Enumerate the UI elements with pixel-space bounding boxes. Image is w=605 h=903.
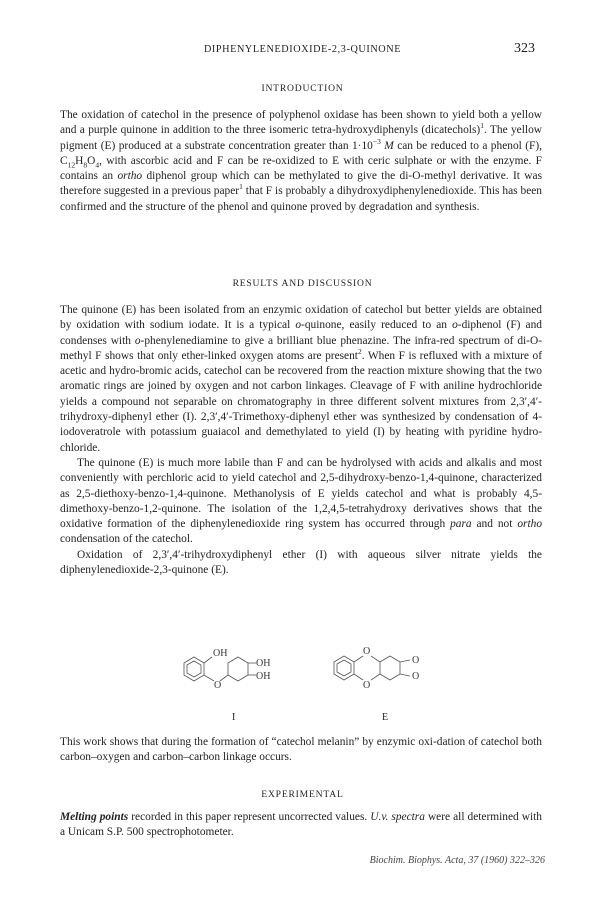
structure-E-label: E (382, 712, 389, 723)
o-bottom-label: O (363, 680, 371, 691)
o-top-label: O (363, 646, 371, 657)
structure-I-diagram (172, 645, 292, 695)
structure-I-label: I (232, 712, 236, 723)
o-right-label-1: O (412, 655, 420, 666)
o-right-label-2: O (412, 671, 420, 682)
results-paragraphs: The quinone (E) has been isolated from an enzymic oxidation of catechol but better yields are obtained by oxidation with sodium iodate. It is a typical o-quinone, easily reduced to an o-diphenol (F) and condenses with o-phenylenediamine to give a brilliant blue phenazine. The infra-red spectrum of di-O-methyl F shows that only ether-linked oxygen atoms are present$^2$. When F is refluxed with a mixture of acetic and hydro-bromic acids, catechol can be recovered from the reaction mixture showing that the two aromatic rings are joined by oxygen and not carbon linkages. Cleavage of F with aniline hydrochloride yields a compound not separable on chromatography in three different solvent mixtures from 2,3′,4′-trihydroxy-diphenyl ether (I). 2,3′,4′-Trimethoxy-diphenyl ether was synthesized by condensation of 4-iodoveratrole with potassium guaiacol and demethylated to yield (I) by heating with pyridine hydro-chloride. The quinone (E) is much more labile than F and can be hydrolysed with acids and alkalis and most conveniently with perchloric acid to yield catechol and 2,5-dihydroxy-benzo-1,4-quinone, characterized as 2,5-diethoxy-benzo-1,4-quinone. Methanolysis of E yields catechol and what is probably 4,5-dimethoxy-benzo-1,2-quinone. The isolation of the 1,2,4,5-tetrahydroxy derivatives shows that the oxidative formation of the diphenylenedioxide ring system has occurred through para and not ortho condensation of the catechol. Oxidation of 2,3′,4′-trihydroxydiphenyl ether (I) with aqueous silver nitrate yields the diphenylenedioxide-2,3-quinone (E). (60, 304, 543, 577)
results-heading: RESULTS AND DISCUSSION (232, 278, 373, 289)
experimental-heading: EXPERIMENTAL (261, 789, 344, 800)
journal-citation: Biochim. Biophys. Acta, 37 (1960) 322–326 (369, 855, 545, 866)
page-number: 323 (514, 41, 535, 56)
introduction-heading: INTRODUCTION (261, 83, 344, 94)
structure-E-diagram (328, 640, 448, 695)
introduction-paragraph: The oxidation of catechol in the presence of polyphenol oxidase has been shown to yield both a yellow and a purple quinone in addition to the three isomeric tetra-hydroxydiphenyls (dicatechols)$^1$. The yellow pigment (E) produced at a substrate concentration greater than $1\cdot 10^{-3}$ M can be reduced to a phenol (F), $C_{12}H_8O_4$, with ascorbic acid and F can be re-oxidized to E with ceric sulphate or with the enzyme. F contains an ortho diphenol group which can be methylated to give the di-O-methyl derivative. It was therefore suggested in a previous paper$^1$ that F is probably a dihydroxydiphenylenedioxide. This has been confirmed and the structure of the phenol and quinone proved by degradation and synthesis. (60, 109, 542, 213)
o-bridge-label: O (214, 680, 222, 691)
oh-right-label-2: OH (256, 671, 271, 682)
conclusion-paragraph: This work shows that during the formation of “catechol melanin” by enzymic oxi-dation of catechol both carbon–oxygen and carbon–carbon linkage occurs. (60, 736, 542, 764)
experimental-paragraph: Melting points recorded in this paper represent uncorrected values. U.v. spectra were all determined with a Unicam S.P. 500 spectrophotometer. (60, 811, 542, 839)
oh-top-label: OH (213, 648, 228, 659)
oh-right-label-1: OH (256, 658, 271, 669)
running-title: DIPHENYLENEDIOXIDE-2,3-QUINONE (203, 44, 402, 55)
